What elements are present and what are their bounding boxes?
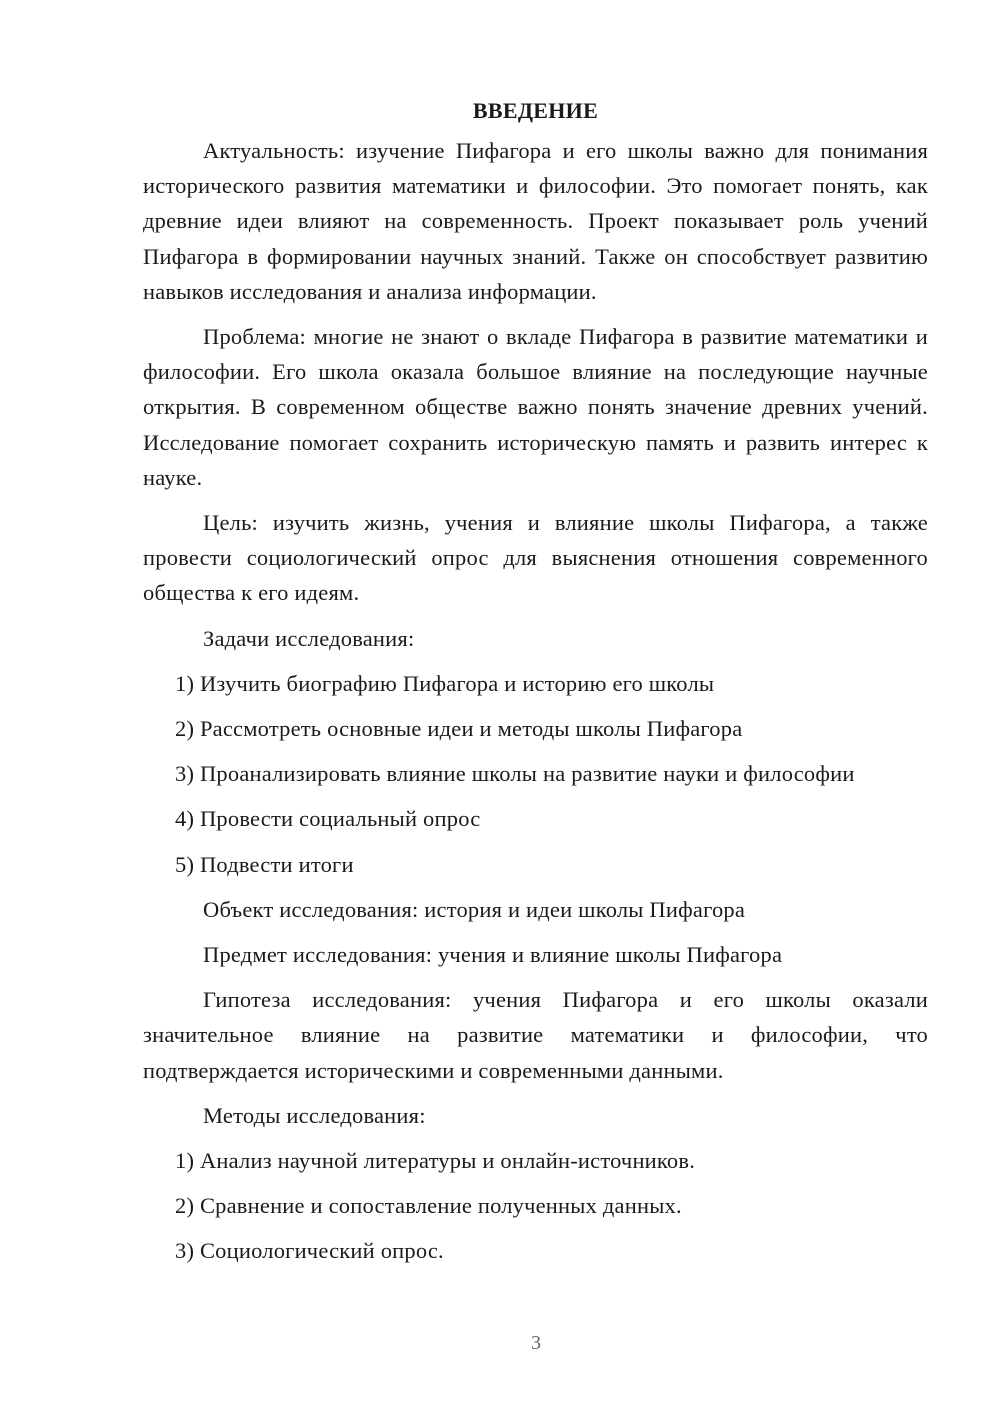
task-item: 4) Провести социальный опрос bbox=[175, 806, 481, 832]
methods-list bbox=[143, 1143, 928, 1269]
task-item: 5) Подвести итоги bbox=[175, 851, 354, 877]
goal-paragraph: Цель: изучить жизнь, учения и влияние школы Пифагора, а также провести социологический опрос для выяснения отношения современного общества к его идеям. bbox=[143, 510, 928, 606]
page-number: 3 bbox=[531, 1332, 541, 1354]
hypothesis-paragraph: Гипотеза исследования: учения Пифагора и его школы оказали значительное влияние на развитие математики и философии, что подтверждается историческими и современными данными. bbox=[143, 987, 928, 1083]
subject-paragraph: Предмет исследования: учения и влияние школы Пифагора bbox=[203, 942, 783, 968]
object-paragraph: Объект исследования: история и идеи школы Пифагора bbox=[203, 896, 746, 922]
method-item: 3) Социологический опрос. bbox=[175, 1238, 444, 1264]
methods-heading: Методы исследования: bbox=[203, 1102, 426, 1128]
method-item: 2) Сравнение и сопоставление полученных данных. bbox=[175, 1193, 682, 1219]
task-item: 2) Рассмотреть основные идеи и методы школы Пифагора bbox=[175, 716, 743, 742]
relevance-paragraph: Актуальность: изучение Пифагора и его школы важно для понимания исторического развития математики и философии. Это помогает понять, как древние идеи влияют на современность. Проект показывает роль учений Пифагора в формировании научных знаний. Также он способствует развитию навыков исследования и анализа информации. bbox=[143, 138, 928, 304]
page-title: ВВЕДЕНИЕ bbox=[472, 98, 599, 123]
method-item: 1) Анализ научной литературы и онлайн-источников. bbox=[175, 1148, 696, 1174]
task-item: 1) Изучить биографию Пифагора и историю его школы bbox=[175, 670, 715, 696]
tasks-heading: Задачи исследования: bbox=[203, 625, 415, 651]
document-page bbox=[143, 94, 928, 1279]
problem-paragraph: Проблема: многие не знают о вкладе Пифагора в развитие математики и философии. Его школа оказала большое влияние на последующие научные открытия. В современном обществе важно понять значение древних учений. Исследование помогает сохранить историческую память и развить интерес к науке. bbox=[143, 324, 928, 490]
tasks-list bbox=[143, 666, 928, 882]
task-item: 3) Проанализировать влияние школы на развитие науки и философии bbox=[175, 761, 855, 787]
